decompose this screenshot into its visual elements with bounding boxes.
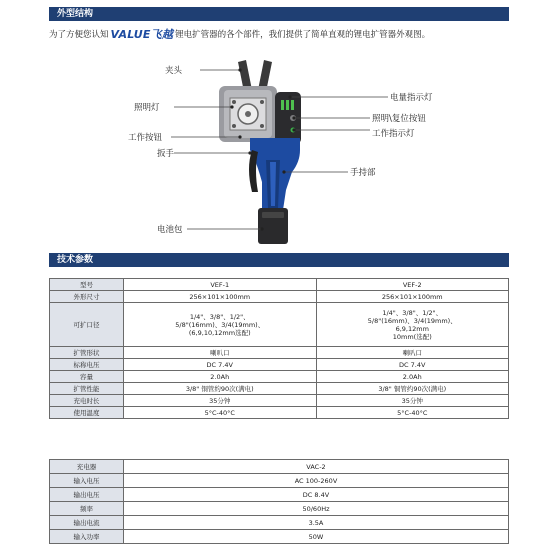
spec-row bbox=[50, 347, 509, 359]
label-work-indicator: 工作指示灯 bbox=[372, 129, 415, 139]
spec-cell: 3/8" 铜管约90次(满电) bbox=[316, 383, 509, 395]
spec-row bbox=[50, 291, 509, 303]
label-power-indicator: 电量指示灯 bbox=[390, 93, 433, 103]
charger-row bbox=[50, 502, 509, 516]
trigger-lever bbox=[249, 150, 258, 192]
spec-row bbox=[50, 359, 509, 371]
spec-cell: 喇叭口 bbox=[316, 347, 509, 359]
section-header-specs: 技术参数 bbox=[49, 253, 509, 267]
spec-row bbox=[50, 371, 509, 383]
charger-cell: 3.5A bbox=[124, 516, 509, 530]
spec-row-label: 扩管形状 bbox=[50, 347, 124, 359]
charger-row bbox=[50, 516, 509, 530]
spec-header-label: 型号 bbox=[50, 279, 124, 291]
section-header-appearance: 外型结构 bbox=[49, 7, 509, 21]
spec-header-col1: VEF-1 bbox=[124, 279, 317, 291]
spec-cell: 5°C-40°C bbox=[316, 407, 509, 419]
spec-cell-multiline bbox=[316, 303, 509, 347]
charger-row-label: 频率 bbox=[50, 502, 124, 516]
charger-row-label: 充电器 bbox=[50, 460, 124, 474]
charger-row bbox=[50, 474, 509, 488]
tool-illustration bbox=[0, 50, 559, 245]
charger-cell: VAC-2 bbox=[124, 460, 509, 474]
charger-row bbox=[50, 488, 509, 502]
intro-text bbox=[49, 29, 519, 41]
tool-head bbox=[219, 86, 277, 142]
spec-row bbox=[50, 383, 509, 395]
charger-cell: 50/60Hz bbox=[124, 502, 509, 516]
spec-cell: 5°C-40°C bbox=[124, 407, 317, 419]
spec-cell: DC 7.4V bbox=[124, 359, 317, 371]
label-battery: 电池包 bbox=[157, 225, 183, 235]
spec-line: 5/8"(16mm)、3/4(19mm)、 bbox=[175, 320, 265, 329]
spec-cell: 3/8" 铜管約90次(满电) bbox=[124, 383, 317, 395]
charger-cell: AC 100-260V bbox=[124, 474, 509, 488]
spec-cell: 256×101×100mm bbox=[316, 291, 509, 303]
label-lamp: 照明灯 bbox=[134, 103, 160, 113]
spec-header-row bbox=[50, 279, 509, 291]
spec-row-label: 使用温度 bbox=[50, 407, 124, 419]
spec-row-label: 标称电压 bbox=[50, 359, 124, 371]
charger-table bbox=[49, 459, 509, 544]
spec-row-label: 可扩口径 bbox=[50, 303, 124, 347]
spec-cell: 2.0Ah bbox=[316, 371, 509, 383]
spec-line: 10mm(选配) bbox=[392, 332, 432, 341]
spec-cell: DC 7.4V bbox=[316, 359, 509, 371]
label-clamp: 夹头 bbox=[165, 66, 183, 76]
spec-line: 6,9,12mm bbox=[395, 324, 429, 333]
spec-line: 1/4"、3/8"、1/2"、 bbox=[189, 312, 250, 321]
tool-handle bbox=[250, 138, 300, 210]
charger-row bbox=[50, 530, 509, 544]
intro-before: 为了方便您认知 bbox=[49, 30, 109, 40]
charger-cell: 50W bbox=[124, 530, 509, 544]
spec-row-label: 外形尺寸 bbox=[50, 291, 124, 303]
spec-cell: 35分钟 bbox=[124, 395, 317, 407]
charger-row-label: 输入功率 bbox=[50, 530, 124, 544]
spec-row-label: 扩管性能 bbox=[50, 383, 124, 395]
label-trigger: 扳手 bbox=[157, 149, 175, 159]
spec-line: 5/8"(16mm)、3/4(19mm)、 bbox=[367, 316, 457, 325]
spec-table bbox=[49, 278, 509, 419]
spec-header-col2: VEF-2 bbox=[316, 279, 509, 291]
charger-row-label: 输出电流 bbox=[50, 516, 124, 530]
spec-cell: 35分钟 bbox=[316, 395, 509, 407]
label-work-button: 工作按钮 bbox=[128, 133, 163, 143]
charger-row bbox=[50, 460, 509, 474]
spec-cell: 256×101×100mm bbox=[124, 291, 317, 303]
charger-cell: DC 8.4V bbox=[124, 488, 509, 502]
charger-row-label: 输出电压 bbox=[50, 488, 124, 502]
spec-row bbox=[50, 395, 509, 407]
spec-row bbox=[50, 303, 509, 347]
spec-cell: 2.0Ah bbox=[124, 371, 317, 383]
tool-diagram bbox=[0, 50, 559, 245]
spec-row bbox=[50, 407, 509, 419]
spec-cell: 喇叭口 bbox=[124, 347, 317, 359]
label-handle: 手持部 bbox=[350, 168, 376, 178]
spec-row-label: 充电时长 bbox=[50, 395, 124, 407]
brand-logo: VALUE飞越 bbox=[110, 28, 174, 41]
spec-line: 1/4"、3/8"、1/2"、 bbox=[382, 308, 443, 317]
battery-pack bbox=[258, 208, 288, 244]
spec-row-label: 容量 bbox=[50, 371, 124, 383]
spec-cell-multiline bbox=[124, 303, 317, 347]
spec-line: (6,9,10,12mm选配) bbox=[188, 328, 251, 337]
label-light-reset-button: 照明\复位按钮 bbox=[372, 114, 426, 124]
intro-after: 锂电扩管器的各个部件，我们提供了简单直观的锂电扩管器外观图。 bbox=[175, 30, 431, 40]
charger-row-label: 输入电压 bbox=[50, 474, 124, 488]
